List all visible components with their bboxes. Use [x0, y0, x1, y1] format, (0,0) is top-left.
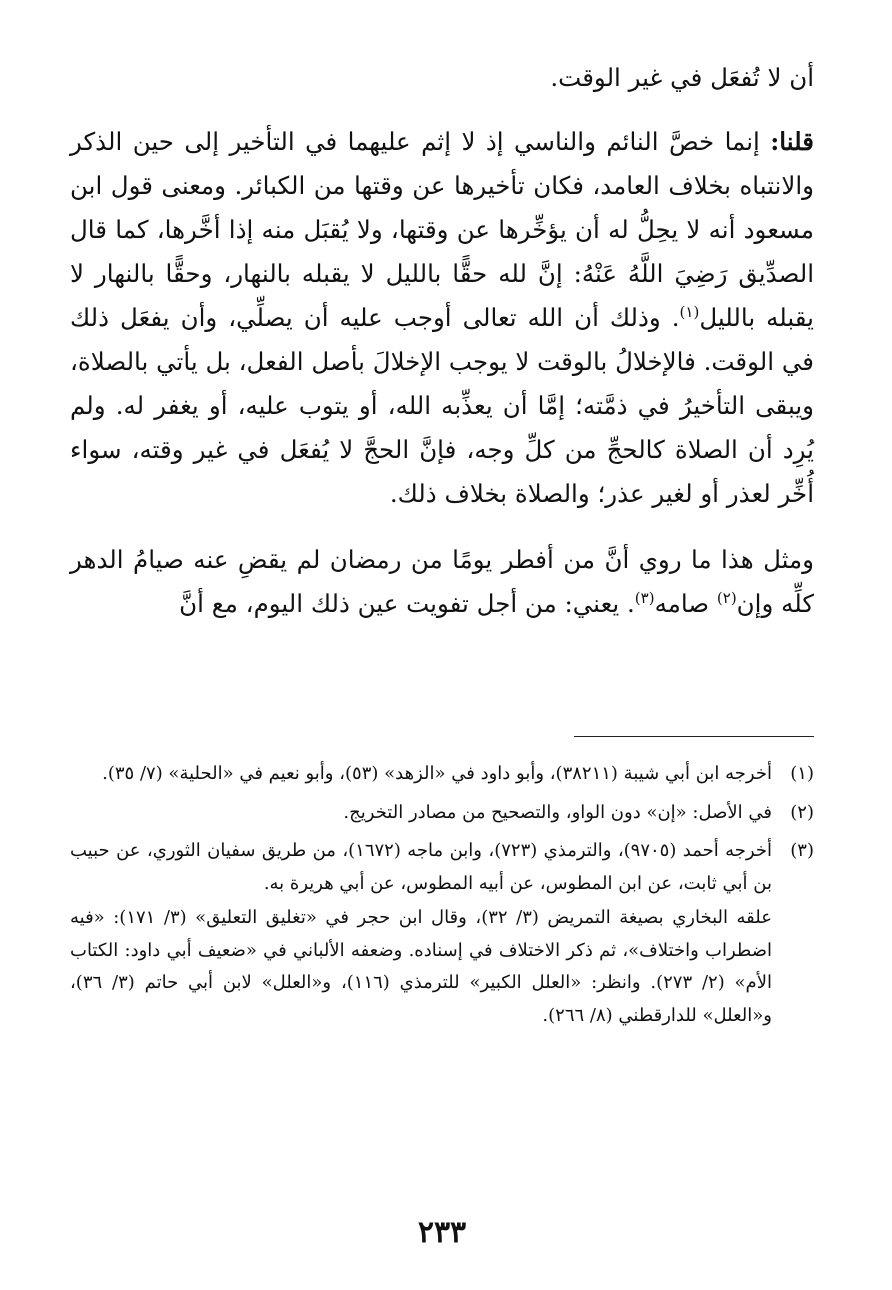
paragraph-3-text-c: . يعني: من أجل تفويت عين ذلك اليوم، مع أنَّ [179, 589, 635, 618]
footnote-text-continued: علقه البخاري بصيغة التمريض (٣/ ٣٢)، وقال ابن حجر في «تغليق التعليق» (٣/ ١٧١): «فيه اضطراب واختلاف»، ثم ذكر الاختلاف في إسناده. وضعفه الألباني في «ضعيف أبي داود: الكتاب الأم» (٢/ ٢٧٣). وانظر: «العلل الكبير» للترمذي (١١٦)، و«العلل» لابن أبي حاتم (٣/ ٣٦)، و«العلل» للدارقطني (٨/ ٢٦٦). [70, 907, 772, 1026]
paragraph-2-text-a: إنما خصَّ النائم والناسي إذ لا إثم عليهما في التأخير إلى حين الذكر والانتباه بخلاف العامد، فكان تأخيرها عن وقتها من الكبائر. ومعنى قول ابن مسعود أنه لا يحِلُّ له أن يؤخِّرها عن وقتها، ولا يُقبَل منه إذا أخَّرها، كما قال الصدِّيق رَضِيَ اللَّهُ عَنْهُ: إنَّ لله حقًّا بالليل لا يقبله بالنهار، وحقًّا بالنهار لا يقبله بالليل [70, 127, 814, 332]
footnote-body [70, 797, 772, 830]
footnote-2 [70, 797, 814, 830]
footnote-ref-2[interactable]: (٢) [716, 588, 737, 607]
footnote-1 [70, 758, 814, 791]
page-number: ٢٣٣ [417, 1215, 467, 1250]
footnote-number: (٣) [790, 840, 814, 861]
footnote-ref-3[interactable]: (٣) [634, 588, 655, 607]
footnote-separator [574, 736, 814, 737]
footnote-body [70, 835, 772, 1032]
footnote-3 [70, 835, 814, 1032]
footnotes [70, 758, 814, 1038]
paragraph-2 [70, 120, 814, 516]
footnote-number: (١) [790, 763, 814, 784]
paragraph-2-lead: قلنا: [770, 127, 814, 156]
footnote-text: أخرجه أحمد (٩٧٠٥)، والترمذي (٧٢٣)، وابن ماجه (١٦٧٢)، من طريق سفيان الثوري، عن حبيب بن أبي ثابت، عن ابن المطوس، عن أبيه المطوس، عن أبي هريرة به. [70, 840, 772, 894]
paragraph-3-text-a: ومثل هذا ما روي أنَّ من أفطر يومًا من رمضان لم يقضِ عنه صيامُ الدهر كلِّه وإن [70, 545, 814, 618]
paragraph-2-text-b: . وذلك أن الله تعالى أوجب عليه أن يصلِّي، وأن يفعَل ذلك في الوقت. فالإخلالُ بالوقت لا يوجب الإخلالَ بأصل الفعل، بل يأتي بالصلاة، ويبقى التأخيرُ في ذمَّته؛ إمَّا أن يعذِّبه الله، أو يتوب عليه، أو يغفر له. ولم يُرِد أن الصلاة كالحجِّ من كلِّ وجه، فإنَّ الحجَّ لا يُفعَل في غير وقته، سواء أُخِّر لعذر أو لغير عذر؛ والصلاة بخلاف ذلك. [69, 303, 814, 508]
book-page [70, 56, 814, 1250]
paragraph-3-text-b: صامه [654, 589, 717, 618]
footnote-number: (٢) [790, 801, 814, 823]
footnote-ref-1[interactable]: (١) [679, 302, 700, 321]
footnote-text: في الأصل: «إن» دون الواو، والتصحيح من مصادر التخريج. [343, 801, 772, 823]
paragraph-3 [70, 538, 814, 626]
footnote-text: أخرجه ابن أبي شيبة (٣٨٢١١)، وأبو داود في «الزهد» (٥٣)، وأبو نعيم في «الحلية» (٧/ ٣٥). [102, 763, 772, 784]
footnote-body [70, 758, 772, 791]
paragraph-1-text: أن لا تُفعَل في غير الوقت. [550, 63, 814, 92]
main-text [70, 56, 814, 626]
paragraph-1 [70, 56, 814, 100]
